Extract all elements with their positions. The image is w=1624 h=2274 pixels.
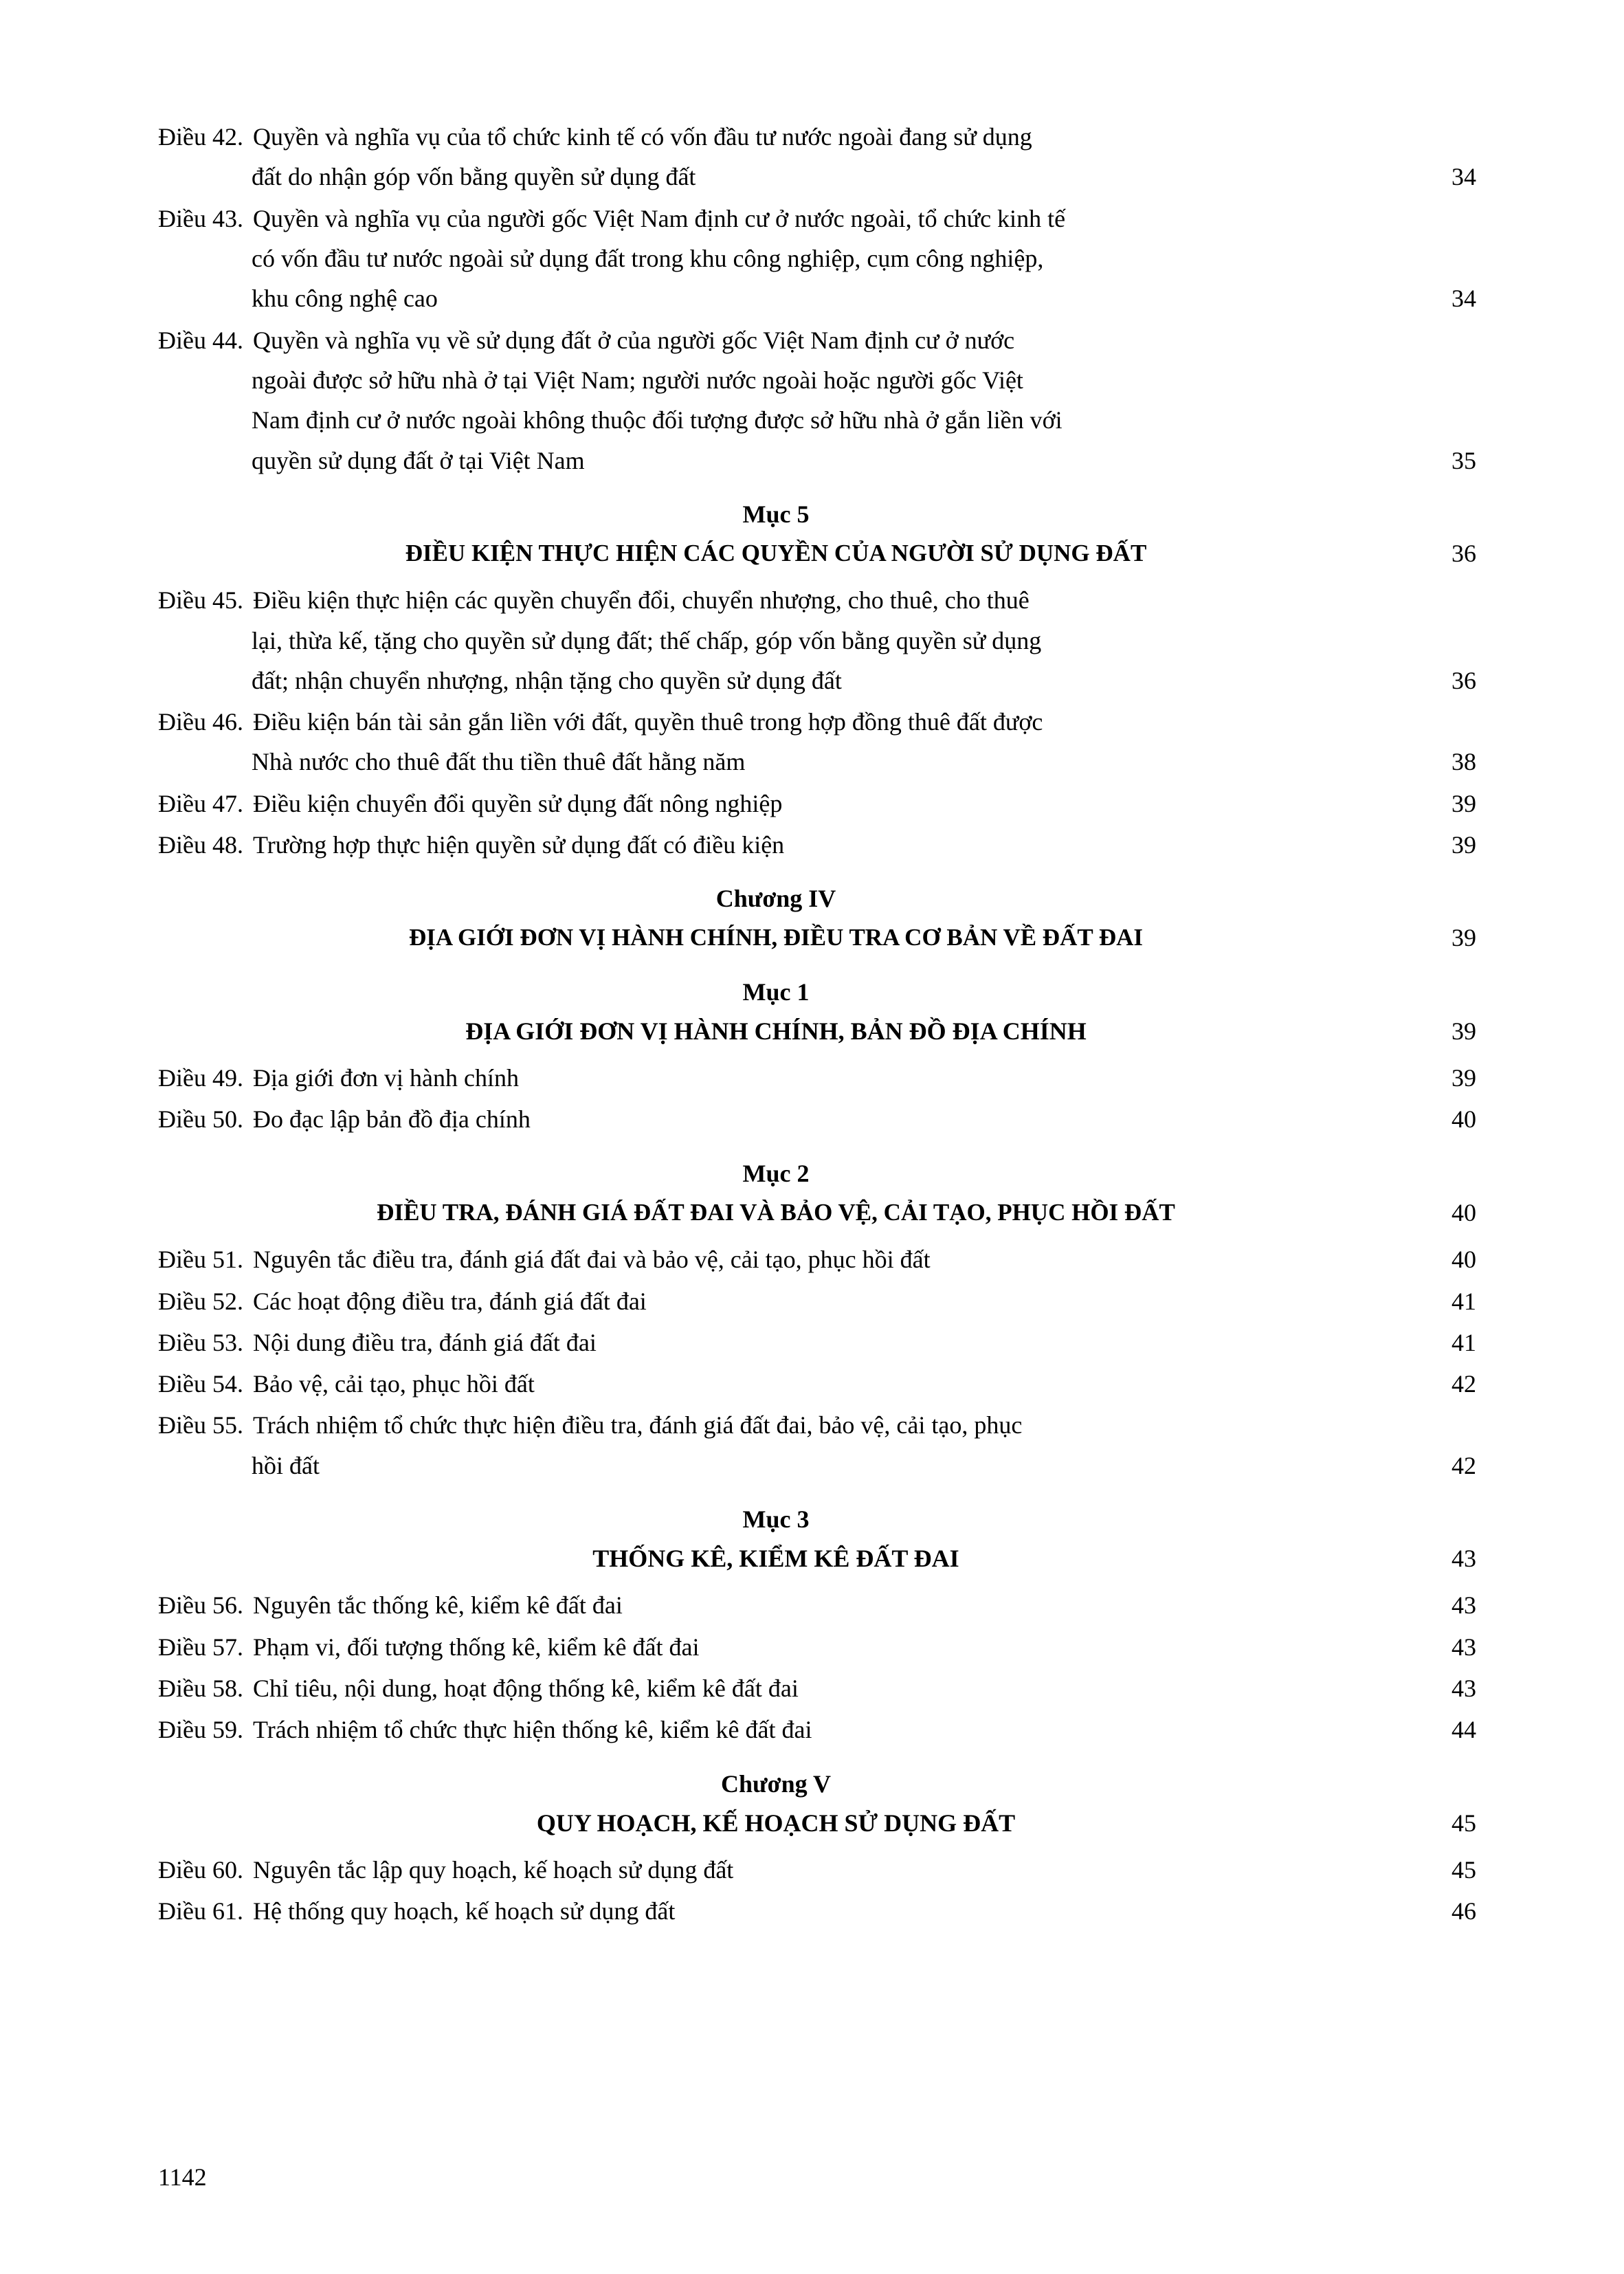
toc-entry-page: 39 [1451, 789, 1476, 817]
toc-entry-text: lại, thừa kế, tặng cho quyền sử dụng đất; thế chấp, góp vốn bằng quyền sử dụng [252, 626, 1042, 654]
toc-entry[interactable] [158, 825, 1476, 865]
toc-entry-text: Trường hợp thực hiện quyền sử dụng đất có điều kiện [252, 831, 785, 859]
toc-entry[interactable] [158, 1364, 1476, 1404]
toc-heading [158, 1765, 1476, 1843]
toc-heading-subtitle: Chương IV [715, 885, 836, 913]
toc-entry[interactable] [158, 117, 1476, 197]
toc-entry-text: Trách nhiệm tổ chức thực hiện điều tra, đánh giá đất đai, bảo vệ, cải tạo, phục [252, 1411, 1023, 1439]
toc-heading-title: QUY HOẠCH, KẾ HOẠCH SỬ DỤNG ĐẤT [536, 1809, 1016, 1837]
toc-heading-title: ĐỊA GIỚI ĐƠN VỊ HÀNH CHÍNH, BẢN ĐỒ ĐỊA CHÍNH [465, 1017, 1087, 1045]
toc-heading-title: ĐỊA GIỚI ĐƠN VỊ HÀNH CHÍNH, ĐIỀU TRA CƠ BẢN VỀ ĐẤT ĐAI [408, 924, 1143, 951]
toc-heading-title: ĐIỀU KIỆN THỰC HIỆN CÁC QUYỀN CỦA NGƯỜI SỬ DỤNG ĐẤT [405, 539, 1147, 566]
toc-entry[interactable] [158, 580, 1476, 700]
toc-entry-text: Nguyên tắc lập quy hoạch, kế hoạch sử dụng đất [252, 1856, 734, 1884]
toc-entry-indent [158, 239, 252, 278]
toc-entry-page: 41 [1451, 1287, 1476, 1315]
toc-entry-page [1394, 320, 1476, 360]
toc-heading-page: 36 [1451, 539, 1476, 567]
toc-heading-subtitle: Chương V [721, 1769, 831, 1798]
toc-entry-indent [158, 400, 252, 440]
toc-entry[interactable] [158, 320, 1476, 481]
toc-entry-indent [158, 621, 252, 661]
toc-heading-subtitle: Mục 3 [742, 1505, 810, 1534]
toc-entry-label: Điều 59. [158, 1716, 243, 1744]
toc-entry-page: 44 [1451, 1716, 1476, 1744]
toc-entry-text: Nam định cư ở nước ngoài không thuộc đối tượng được sở hữu nhà ở gắn liền với [252, 406, 1063, 434]
toc-entry-label: Điều 54. [158, 1370, 243, 1398]
toc-entry[interactable] [158, 1058, 1476, 1098]
toc-entry-page: 42 [1451, 1370, 1476, 1398]
toc-entry[interactable] [158, 1710, 1476, 1749]
toc-entry[interactable] [158, 784, 1476, 824]
toc-entry-label: Điều 55. [158, 1411, 243, 1439]
toc-entry[interactable] [158, 1239, 1476, 1279]
toc-entry-page [1394, 702, 1476, 742]
toc-entry[interactable] [158, 702, 1476, 782]
toc-heading-title: THỐNG KÊ, KIỂM KÊ ĐẤT ĐAI [592, 1544, 959, 1572]
toc-entry-text: Các hoạt động điều tra, đánh giá đất đai [252, 1287, 647, 1315]
toc-entry-text: Nhà nước cho thuê đất thu tiền thuê đất hằng năm [252, 748, 746, 776]
toc-entry-page: 40 [1451, 1105, 1476, 1134]
toc-entry[interactable] [158, 1281, 1476, 1321]
toc-entry-label: Điều 51. [158, 1246, 243, 1274]
toc-entry-text: Nguyên tắc thống kê, kiểm kê đất đai [252, 1591, 623, 1620]
toc-entry-page [1394, 199, 1476, 239]
toc-entry-page: 46 [1451, 1897, 1476, 1925]
table-of-contents [158, 117, 1476, 1932]
toc-heading-page: 45 [1451, 1809, 1476, 1837]
toc-entry-label: Điều 50. [158, 1105, 243, 1134]
toc-entry[interactable] [158, 1668, 1476, 1708]
toc-entry-text: quyền sử dụng đất ở tại Việt Nam [252, 446, 585, 474]
toc-entry-text: khu công nghệ cao [252, 285, 438, 313]
toc-entry-text: Quyền và nghĩa vụ của tổ chức kinh tế có vốn đầu tư nước ngoài đang sử dụng [252, 123, 1032, 151]
toc-entry-label: Điều 45. [158, 586, 243, 615]
toc-heading-page: 39 [1451, 924, 1476, 952]
toc-entry-text: Nguyên tắc điều tra, đánh giá đất đai và bảo vệ, cải tạo, phục hồi đất [252, 1246, 931, 1274]
toc-entry-page: 36 [1451, 666, 1476, 694]
toc-entry-page: 45 [1451, 1856, 1476, 1884]
toc-entry-label: Điều 52. [158, 1287, 243, 1315]
toc-entry[interactable] [158, 199, 1476, 319]
toc-entry[interactable] [158, 1585, 1476, 1625]
toc-entry-text: Điều kiện bán tài sản gắn liền với đất, quyền thuê trong hợp đồng thuê đất được [252, 708, 1043, 736]
toc-entry-indent [158, 441, 252, 481]
toc-entry[interactable] [158, 1891, 1476, 1931]
toc-entry-label: Điều 60. [158, 1856, 243, 1884]
toc-heading [158, 1501, 1476, 1578]
toc-entry-text: Hệ thống quy hoạch, kế hoạch sử dụng đất [252, 1897, 676, 1925]
toc-entry-label: Điều 47. [158, 789, 243, 817]
toc-entry-page: 40 [1451, 1246, 1476, 1274]
toc-entry-label: Điều 48. [158, 831, 243, 859]
toc-entry-page: 39 [1451, 1064, 1476, 1092]
toc-entry-text: có vốn đầu tư nước ngoài sử dụng đất trong khu công nghiệp, cụm công nghiệp, [252, 244, 1044, 272]
toc-entry[interactable] [158, 1099, 1476, 1139]
toc-entry-text: Chỉ tiêu, nội dung, hoạt động thống kê, kiểm kê đất đai [252, 1675, 799, 1703]
toc-entry-text: Quyền và nghĩa vụ về sử dụng đất ở của người gốc Việt Nam định cư ở nước [252, 326, 1015, 354]
toc-heading-subtitle: Mục 5 [742, 500, 810, 528]
toc-entry-page [1394, 580, 1476, 620]
toc-heading-page: 43 [1451, 1544, 1476, 1572]
toc-entry-label: Điều 57. [158, 1633, 243, 1661]
toc-entry-page: 42 [1451, 1451, 1476, 1479]
toc-entry-page: 43 [1451, 1633, 1476, 1661]
page-number: 1142 [158, 2163, 207, 2191]
toc-entry-label: Điều 53. [158, 1328, 243, 1356]
toc-entry-text: Điều kiện chuyển đổi quyền sử dụng đất nông nghiệp [252, 789, 783, 817]
toc-entry-label: Điều 61. [158, 1897, 243, 1925]
toc-entry[interactable] [158, 1405, 1476, 1486]
toc-heading [158, 1155, 1476, 1233]
toc-entry-text: Phạm vi, đối tượng thống kê, kiểm kê đất đai [252, 1633, 700, 1661]
toc-entry-text: hồi đất [252, 1451, 320, 1479]
toc-entry-page [1394, 239, 1476, 278]
toc-entry-text: đất; nhận chuyển nhượng, nhận tặng cho quyền sử dụng đất [252, 666, 842, 694]
toc-entry-page: 34 [1451, 285, 1476, 313]
toc-entry[interactable] [158, 1323, 1476, 1362]
toc-entry-label: Điều 42. [158, 123, 243, 151]
toc-entry-text: Bảo vệ, cải tạo, phục hồi đất [252, 1370, 535, 1398]
toc-entry-page: 41 [1451, 1328, 1476, 1356]
toc-heading [158, 973, 1476, 1051]
toc-entry-indent [158, 742, 252, 782]
toc-entry-page: 39 [1451, 831, 1476, 859]
toc-entry-label: Điều 46. [158, 708, 243, 736]
toc-heading-page: 40 [1451, 1198, 1476, 1226]
toc-entry-text: ngoài được sở hữu nhà ở tại Việt Nam; người nước ngoài hoặc người gốc Việt [252, 366, 1023, 394]
toc-entry-page [1394, 360, 1476, 400]
toc-entry[interactable] [158, 1627, 1476, 1667]
toc-entry-label: Điều 43. [158, 204, 243, 232]
toc-entry-text: Quyền và nghĩa vụ của người gốc Việt Nam định cư ở nước ngoài, tổ chức kinh tế [252, 204, 1066, 232]
toc-heading-subtitle: Mục 2 [742, 1159, 810, 1187]
toc-entry-text: Địa giới đơn vị hành chính [252, 1064, 520, 1092]
toc-heading-title: ĐIỀU TRA, ĐÁNH GIÁ ĐẤT ĐAI VÀ BẢO VỆ, CẢI TẠO, PHỤC HỒI ĐẤT [377, 1198, 1175, 1226]
toc-entry-text: đất do nhận góp vốn bằng quyền sử dụng đất [252, 163, 696, 191]
toc-entry-page: 38 [1451, 748, 1476, 776]
toc-heading-page: 39 [1451, 1017, 1476, 1045]
toc-entry-label: Điều 49. [158, 1064, 243, 1092]
toc-entry[interactable] [158, 1850, 1476, 1890]
toc-heading [158, 496, 1476, 573]
toc-entry-label: Điều 58. [158, 1675, 243, 1703]
toc-entry-text: Trách nhiệm tổ chức thực hiện thống kê, kiểm kê đất đai [252, 1716, 812, 1744]
toc-entry-indent [158, 278, 252, 318]
toc-entry-label: Điều 44. [158, 326, 243, 354]
toc-entry-page: 43 [1451, 1675, 1476, 1703]
toc-entry-page [1394, 1405, 1476, 1445]
toc-entry-indent [158, 1446, 252, 1486]
toc-entry-page: 35 [1451, 446, 1476, 474]
toc-entry-text: Điều kiện thực hiện các quyền chuyển đổi, chuyển nhượng, cho thuê, cho thuê [252, 586, 1030, 615]
toc-entry-page [1394, 400, 1476, 440]
toc-entry-text: Đo đạc lập bản đồ địa chính [252, 1105, 531, 1134]
toc-entry-indent [158, 360, 252, 400]
toc-entry-indent [158, 661, 252, 700]
toc-entry-indent [158, 157, 252, 197]
toc-heading-subtitle: Mục 1 [742, 978, 810, 1006]
toc-entry-page: 43 [1451, 1591, 1476, 1620]
toc-entry-page [1394, 621, 1476, 661]
toc-entry-page [1394, 117, 1476, 157]
toc-heading [158, 880, 1476, 958]
toc-entry-page: 34 [1451, 163, 1476, 191]
toc-entry-text: Nội dung điều tra, đánh giá đất đai [252, 1328, 597, 1356]
toc-entry-label: Điều 56. [158, 1591, 243, 1620]
